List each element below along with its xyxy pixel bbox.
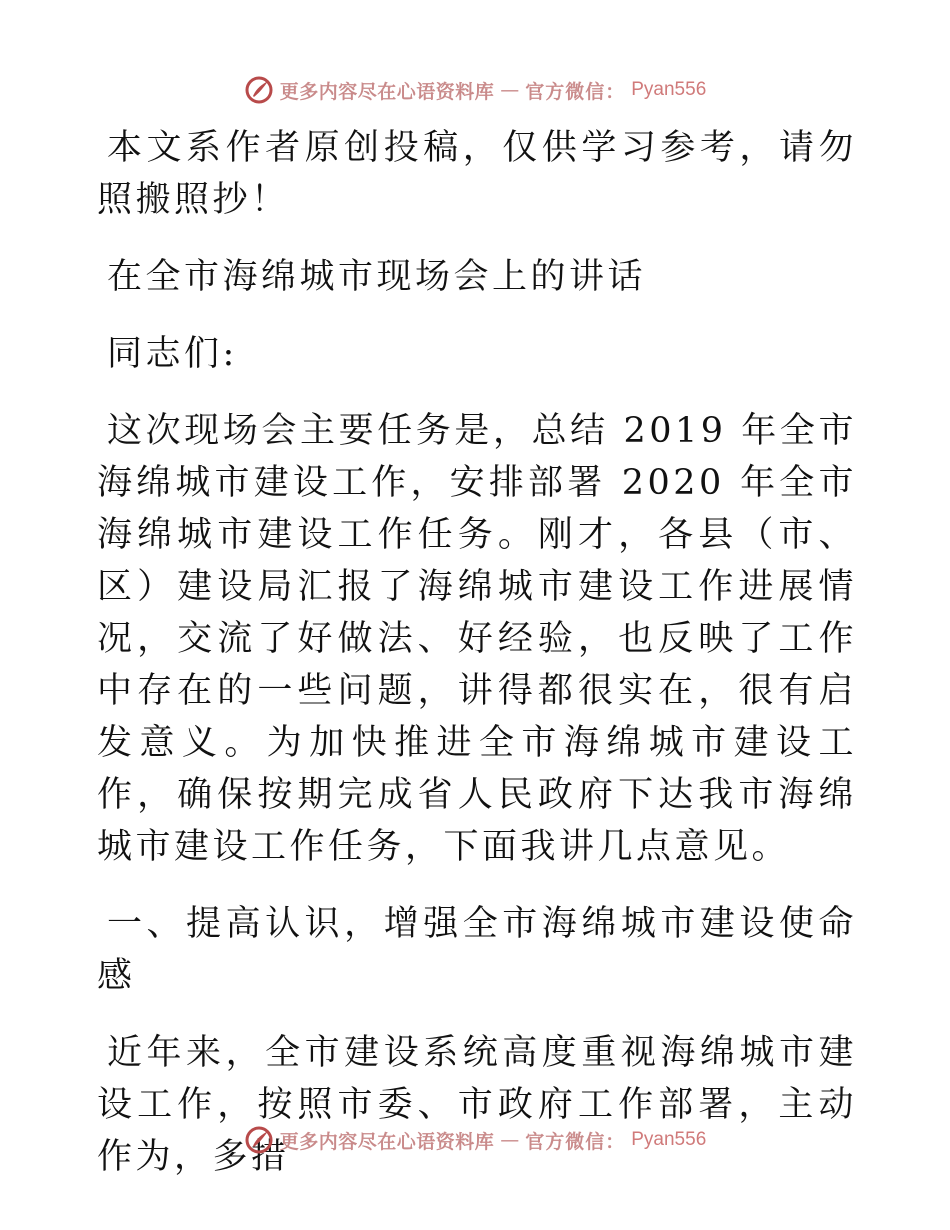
document-body bbox=[97, 122, 857, 1208]
watermark-wechat-id: Pyan556 bbox=[631, 79, 707, 100]
salutation: 同志们: bbox=[107, 334, 238, 374]
watermark-dash: — bbox=[500, 1129, 520, 1151]
header-watermark bbox=[0, 72, 950, 108]
paragraph-intro: 这次现场会主要任务是，总结 2019 年全市海绵城市建设工作，安排部署 2020 年全市海绵城市建设工作任务。刚才，各县（市、区）建设局汇报了海绵城市建设工作进展情况，交流了好做法、好经验，也反映了工作中存在的一些问题，讲得都很实在，很有启发意义。为加快推进全市海绵城市建设工作，确保按期完成省人民政府下达我市海绵城市建设工作任务，下面我讲几点意见。 bbox=[97, 411, 857, 867]
watermark-official-label: 官方微信： bbox=[525, 80, 626, 103]
feather-circle-logo-icon bbox=[244, 75, 274, 105]
watermark-official-label: 官方微信： bbox=[525, 1130, 626, 1153]
copyright-notice: 本文系作者原创投稿，仅供学习参考，请勿照搬照抄！ bbox=[97, 128, 857, 220]
watermark-main-text: 更多内容尽在心语资料库 bbox=[279, 80, 495, 103]
watermark-wechat-id: Pyan556 bbox=[631, 1129, 707, 1150]
footer-watermark bbox=[0, 1122, 950, 1158]
watermark-dash: — bbox=[500, 79, 520, 101]
watermark-main-text: 更多内容尽在心语资料库 bbox=[279, 1130, 495, 1153]
feather-circle-logo-icon bbox=[244, 1125, 274, 1155]
section-heading-1: 一、提高认识，增强全市海绵城市建设使命感 bbox=[97, 904, 857, 996]
speech-title: 在全市海绵城市现场会上的讲话 bbox=[107, 257, 647, 297]
paragraph-section-1: 近年来，全市建设系统高度重视海绵城市建设工作，按照市委、市政府工作部署，主动作为，多措 bbox=[97, 1033, 857, 1177]
